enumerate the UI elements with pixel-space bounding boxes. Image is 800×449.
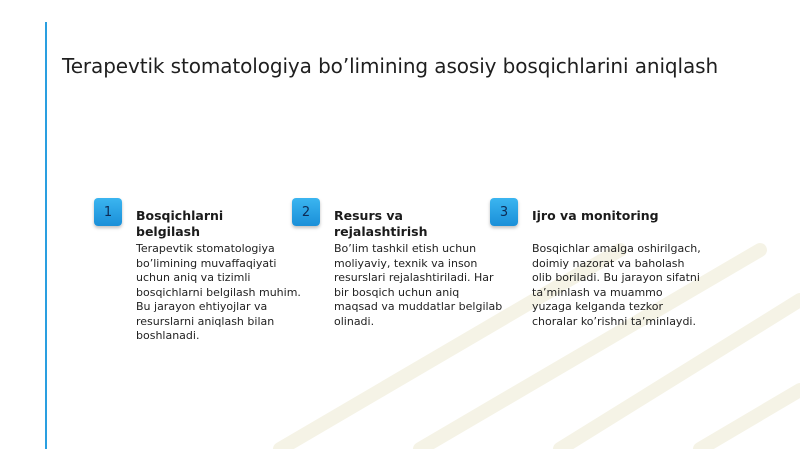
step-description: Bosqichlar amalga oshirilgach, doimiy nazorat va baholash olib boriladi. Bu jarayon sifatni ta’minlash va muammo yuzaga kelganda tezkor choralar ko’rishni ta’minlaydi. — [532, 242, 701, 328]
step-number-badge: 3 — [490, 198, 518, 226]
step-title: Resurs va rejalashtirish — [334, 208, 428, 239]
decor-stripe — [700, 390, 800, 449]
accent-line — [45, 22, 47, 449]
step-number-badge: 1 — [94, 198, 122, 226]
page-title: Terapevtik stomatologiya bo’limining asosiy bosqichlarini aniqlash — [62, 54, 719, 78]
step-description: Bo’lim tashkil etish uchun moliyaviy, texnik va inson resurslari rejalashtiriladi. Har bir bosqich uchun aniq maqsad va muddatlar belgilab olinadi. — [334, 242, 503, 328]
step-number-badge: 2 — [292, 198, 320, 226]
step-title: Ijro va monitoring — [532, 208, 659, 223]
step-title: Bosqichlarni belgilash — [136, 208, 224, 239]
step-description: Terapevtik stomatologiya bo’limining muvaffaqiyati uchun aniq va tizimli bosqichlarni belgilash muhim. Bu jarayon ehtiyojlar va resurslarni aniqlash bilan boshlanadi. — [136, 242, 301, 342]
